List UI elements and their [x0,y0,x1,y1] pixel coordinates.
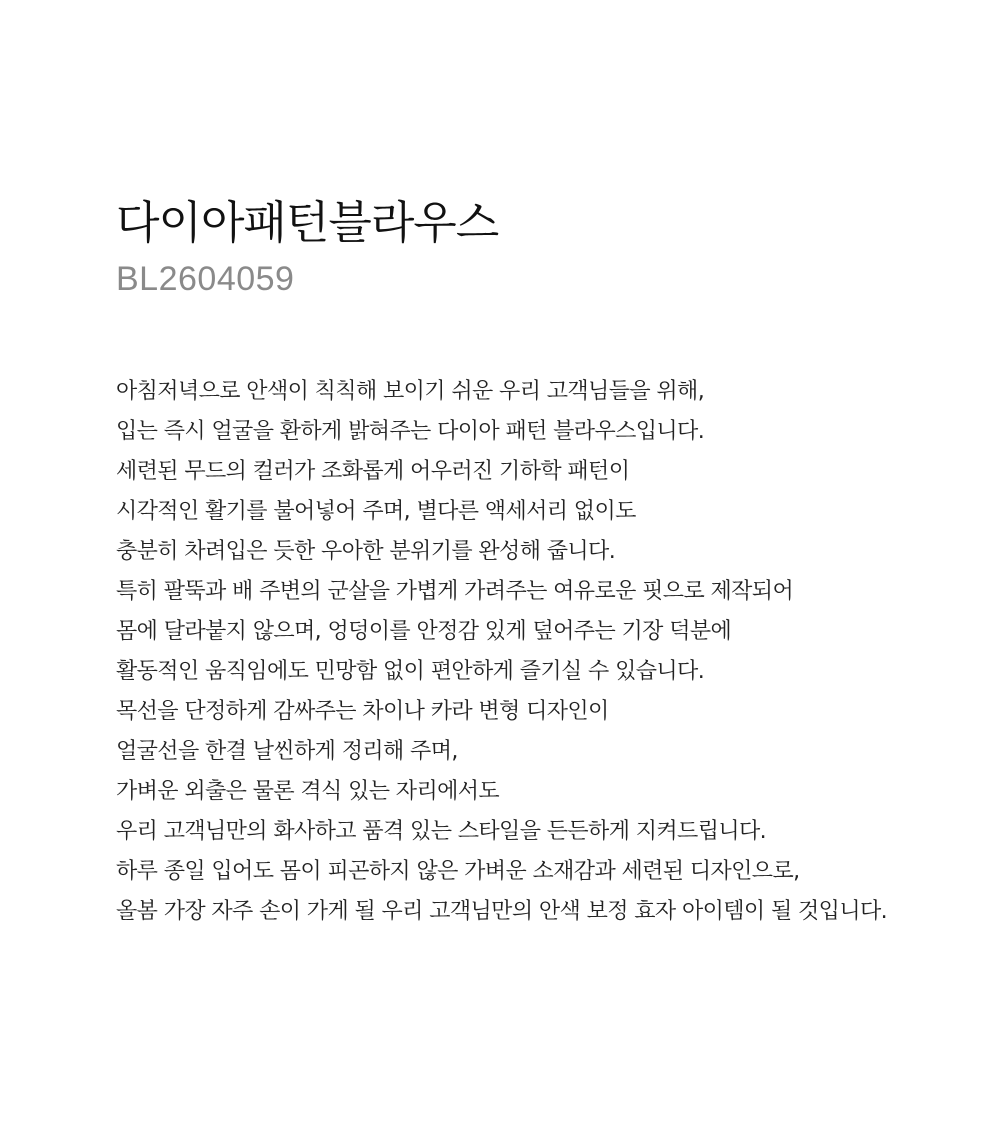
description-line: 세련된 무드의 컬러가 조화롭게 어우러진 기하학 패턴이 [116,459,630,484]
description-line: 아침저녁으로 안색이 칙칙해 보이기 쉬운 우리 고객님들을 위해, [116,379,705,404]
description-line: 시각적인 활기를 불어넣어 주며, 별다른 액세서리 없이도 [116,499,636,524]
description-line: 가벼운 외출은 물론 격식 있는 자리에서도 [116,779,500,804]
description-line: 목선을 단정하게 감싸주는 차이나 카라 변형 디자인이 [116,699,609,724]
description-line: 몸에 달라붙지 않으며, 엉덩이를 안정감 있게 덮어주는 기장 덕분에 [116,619,732,644]
description-line: 특히 팔뚝과 배 주변의 군살을 가볍게 가려주는 여유로운 핏으로 제작되어 [116,579,794,604]
description-line: 활동적인 움직임에도 민망함 없이 편안하게 즐기실 수 있습니다. [116,659,705,684]
product-code: BL2604059 [116,260,295,298]
description-line: 충분히 차려입은 듯한 우아한 분위기를 완성해 줍니다. [116,539,616,564]
product-description [116,372,887,932]
description-line: 얼굴선을 한결 날씬하게 정리해 주며, [116,739,458,764]
description-line: 우리 고객님만의 화사하고 품격 있는 스타일을 든든하게 지켜드립니다. [116,819,767,844]
product-name: 다이아패턴블라우스 [116,196,499,249]
description-line: 올봄 가장 자주 손이 가게 될 우리 고객님만의 안색 보정 효자 아이템이 될 것입니다. [116,899,888,924]
description-line: 입는 즉시 얼굴을 환하게 밝혀주는 다이아 패턴 블라우스입니다. [116,419,705,444]
description-line: 하루 종일 입어도 몸이 피곤하지 않은 가벼운 소재감과 세련된 디자인으로, [116,859,800,884]
